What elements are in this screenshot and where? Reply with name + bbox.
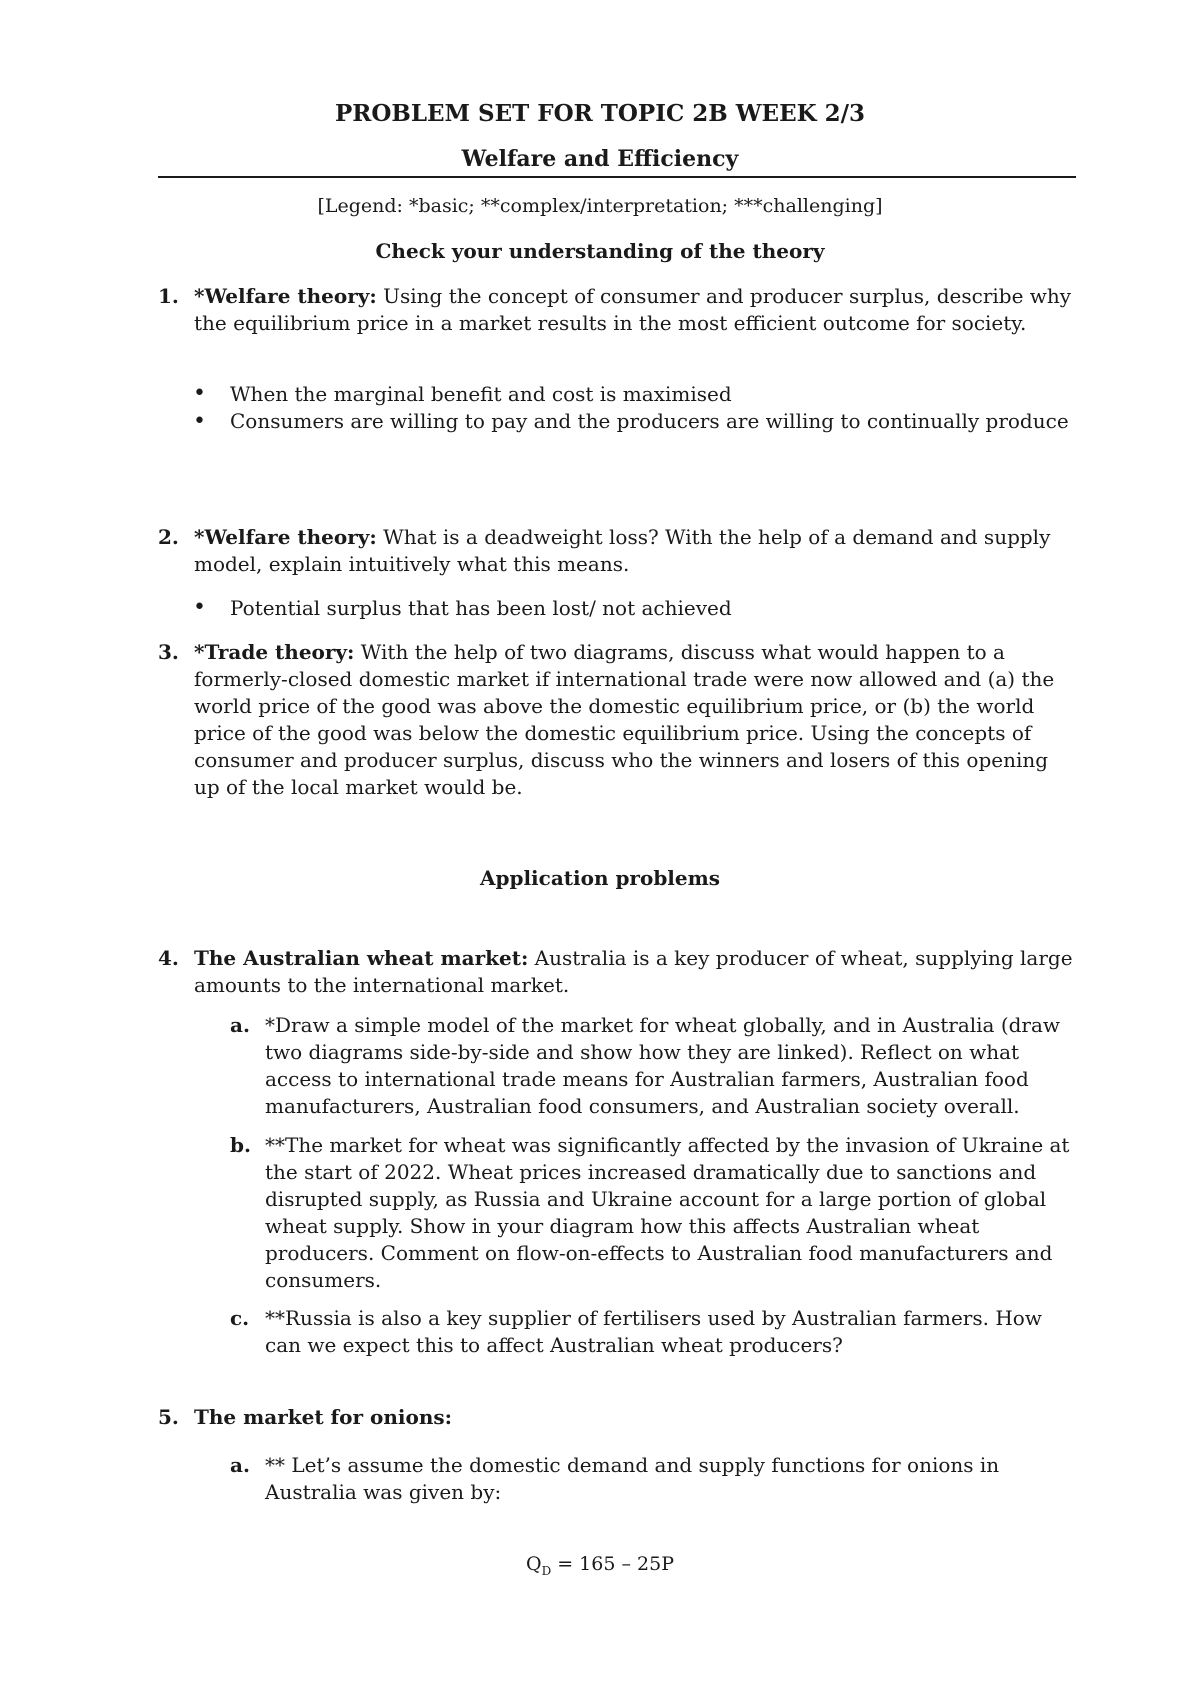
bullet-icon: • [193,595,206,620]
question-4 [194,945,1074,999]
sub-question-4c: **Russia is also a key supplier of fertilisers used by Australian farmers. How can we expect this to affect Australian wheat producers? [265,1306,1042,1357]
question-label: The market for onions: [194,1405,452,1429]
question-label: *Welfare theory: [194,284,377,308]
sub-question-4a: *Draw a simple model of the market for wheat globally, and in Australia (draw two diagrams side-by-side and show how they are linked). Reflect on what access to international trade means for Australian farmers, Australian food manufacturers, Australian food consumers, and Australian society overall. [265,1013,1061,1118]
answer-bullet: When the marginal benefit and cost is maximised [230,382,732,406]
question-label: *Trade theory: [194,640,355,664]
sub-question-4b: **The market for wheat was significantly affected by the invasion of Ukraine at the start of 2022. Wheat prices increased dramatically due to sanctions and disrupted supply, as Russia and Ukraine account for a large portion of global wheat supply. Show in your diagram how this affects Australian wheat producers. Comment on flow-on-effects to Australian food manufacturers and consumers. [265,1133,1070,1292]
title-divider [158,176,1076,178]
answer-bullet: Consumers are willing to pay and the producers are willing to continually produce [230,409,1069,433]
section-heading-application: Application problems [479,866,721,890]
document-subtitle: Welfare and Efficiency [461,146,739,172]
question-text: With the help of two diagrams, discuss what would happen to a formerly-closed domestic market if international trade were now allowed and (a) the world price of the good was above the domestic equilibrium price, or (b) the world price of the good was below the domestic equilibrium price. Using the concepts of consumer and producer surplus, discuss who the winners and losers of this opening up of the local market would be. [194,640,1055,799]
answer-bullet: Potential surplus that has been lost/ not achieved [230,596,732,620]
section-heading-theory: Check your understanding of the theory [375,239,825,263]
question-number: 2. [158,525,179,549]
demand-equation: $Q_D = 165 - 25P$ [525,1553,674,1578]
question-1 [194,283,1074,337]
difficulty-legend: [Legend: *basic; **complex/interpretation; ***challenging] [317,195,883,217]
question-label: *Welfare theory: [194,525,377,549]
question-3 [194,639,1074,801]
equation-subscript: D [541,1563,552,1578]
sub-question-letter: b. [230,1133,251,1157]
bullet-icon: • [193,381,206,406]
sub-question-letter: a. [230,1453,250,1477]
bullet-icon: • [193,409,206,434]
question-number: 4. [158,946,179,970]
question-label: The Australian wheat market: [194,946,529,970]
document-title: PROBLEM SET FOR TOPIC 2B WEEK 2/3 [334,100,866,127]
sub-question-letter: a. [230,1013,250,1037]
question-number: 1. [158,284,179,308]
question-text: What is a deadweight loss? With the help of a demand and supply model, explain intuitively what this means. [194,525,1051,576]
sub-question-letter: c. [230,1306,250,1330]
question-5 [194,1404,1074,1431]
question-number: 3. [158,640,179,664]
question-number: 5. [158,1405,179,1429]
sub-question-5a: ** Let’s assume the domestic demand and supply functions for onions in Australia was given by: [265,1453,1000,1504]
question-text: Australia is a key producer of wheat, supplying large amounts to the international market. [194,946,1073,997]
question-text: Using the concept of consumer and producer surplus, describe why the equilibrium price in a market results in the most efficient outcome for society. [194,284,1072,335]
question-2 [194,524,1074,578]
